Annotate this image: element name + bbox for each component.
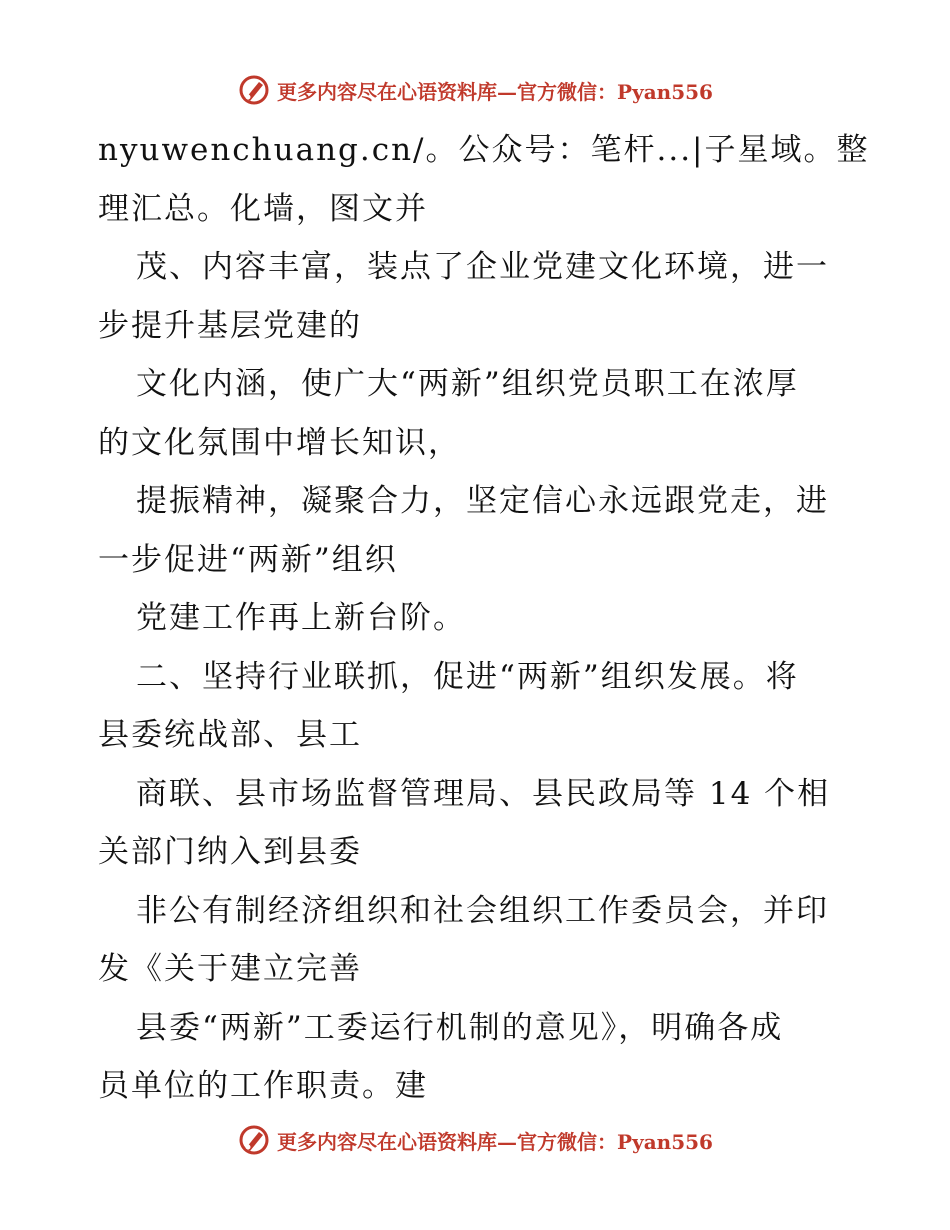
text-line: 二、坚持行业联抓，促进“两新”组织发展。将	[136, 658, 799, 695]
watermark-footer	[0, 1120, 950, 1160]
text-line: 员单位的工作职责。建	[98, 1068, 428, 1104]
text-line: 非公有制经济组织和社会组织工作委员会，并印	[136, 892, 829, 929]
text-line: 的文化氛围中增长知识，	[98, 424, 461, 461]
text-line: 一步促进“两新”组织	[98, 541, 398, 578]
pen-in-circle-logo-icon	[237, 1123, 271, 1157]
document-body	[98, 121, 870, 1116]
text-line: 茂、内容丰富，装点了企业党建文化环境，进一	[136, 249, 829, 285]
text-line: 理汇总。化墙，图文并	[98, 190, 428, 227]
text-line: nyuwenchuang.cn/。公众号：笔杆...|子星域。整	[98, 132, 870, 168]
pen-in-circle-logo-icon	[237, 73, 271, 107]
text-line: 提振精神，凝聚合力，坚定信心永远跟党走，进	[136, 483, 829, 519]
text-line: 县委“两新”工委运行机制的意见》，明确各成	[136, 1009, 784, 1046]
watermark-text: 更多内容尽在心语资料库—官方微信：Pyan556	[277, 79, 713, 104]
text-line: 关部门纳入到县委	[98, 834, 362, 870]
text-line: 发《关于建立完善	[98, 951, 362, 987]
text-line: 县委统战部、县工	[98, 717, 362, 753]
text-line: 步提升基层党建的	[98, 307, 362, 344]
watermark-text: 更多内容尽在心语资料库—官方微信：Pyan556	[277, 1129, 713, 1154]
text-line: 商联、县市场监督管理局、县民政局等 14 个相	[136, 775, 831, 812]
watermark-header	[0, 70, 950, 110]
text-line: 党建工作再上新台阶。	[136, 600, 466, 636]
text-line: 文化内涵，使广大“两新”组织党员职工在浓厚	[136, 366, 799, 402]
